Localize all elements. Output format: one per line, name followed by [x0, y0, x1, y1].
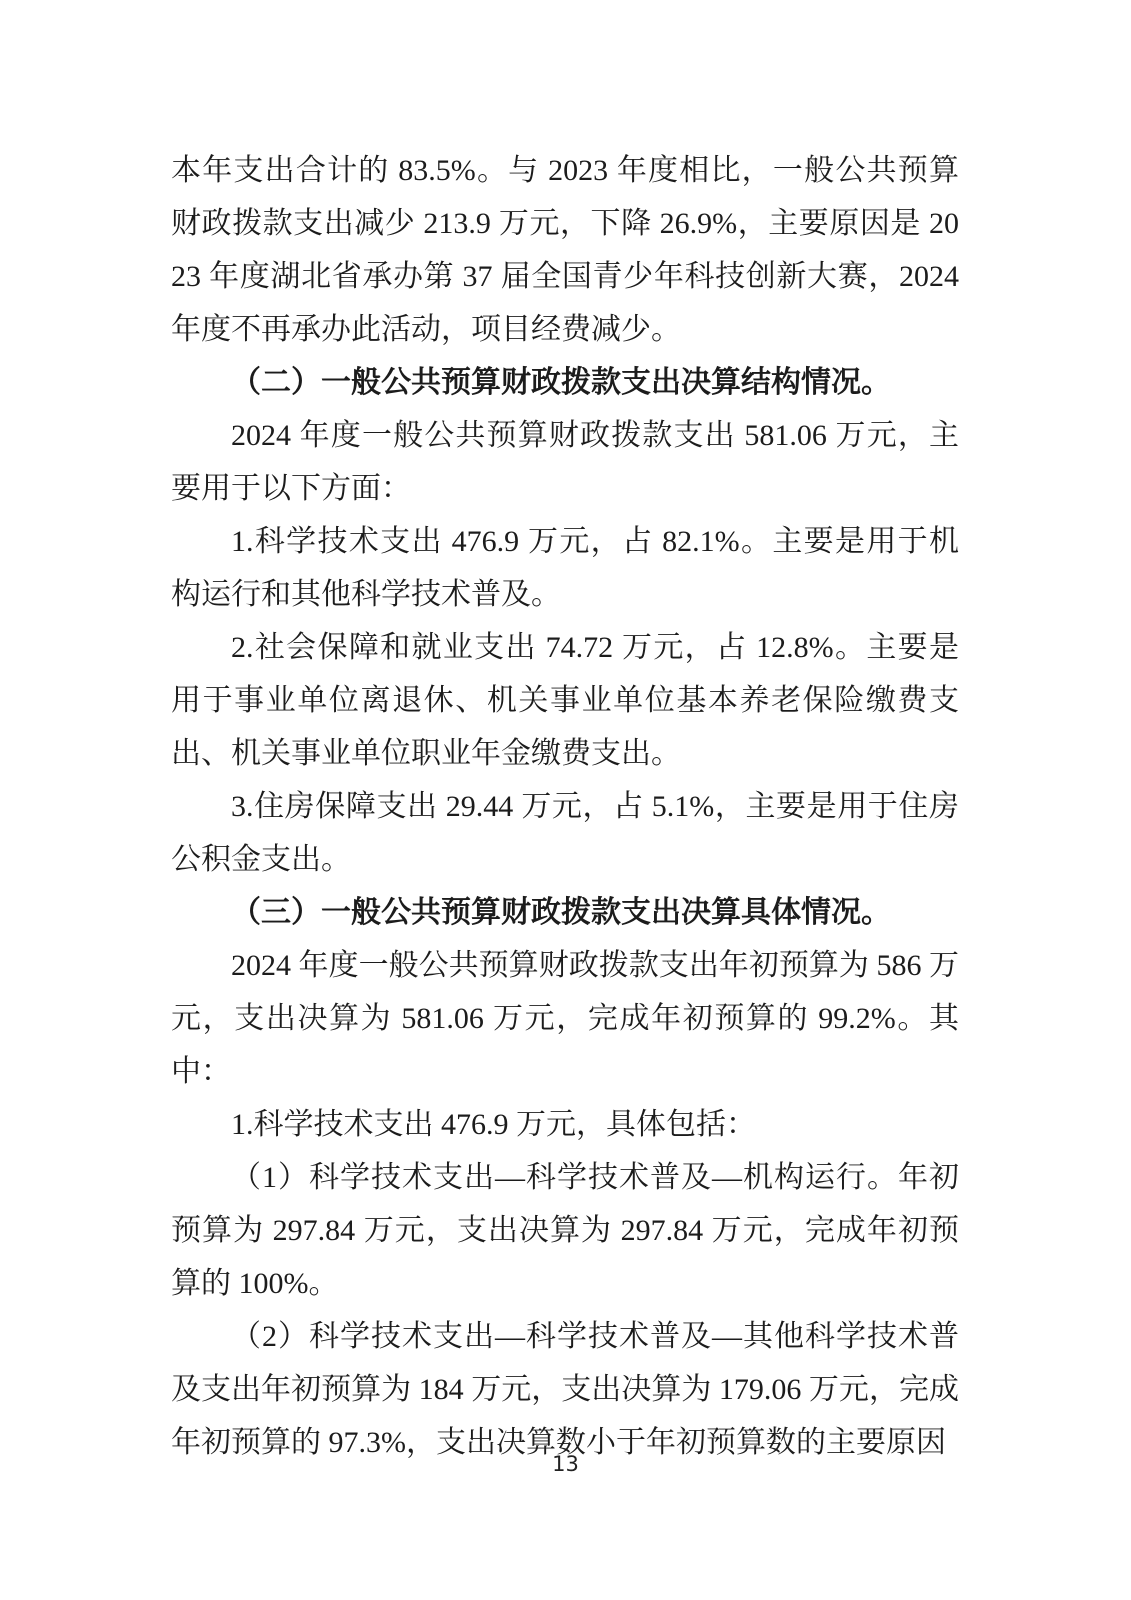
- paragraph-expenditure-structure-intro: 2024 年度一般公共预算财政拨款支出 581.06 万元，主要用于以下方面：: [171, 419, 959, 505]
- paragraph-budget-vs-final: 2024 年度一般公共预算财政拨款支出年初预算为 586 万元，支出决算为 581.06 万元，完成年初预算的 99.2%。其中：: [171, 949, 959, 1088]
- heading-section-2: （二）一般公共预算财政拨款支出决算结构情况。: [231, 366, 891, 399]
- paragraph-detail-1-institution-operation: （1）科学技术支出—科学技术普及—机构运行。年初预算为 297.84 万元，支出决算为 297.84 万元，完成年初预算的 100%。: [171, 1161, 959, 1300]
- paragraph-item-3-housing: 3.住房保障支出 29.44 万元，占 5.1%，主要是用于住房公积金支出。: [171, 790, 959, 876]
- paragraph-expenditure-comparison-continued: 本年支出合计的 83.5%。与 2023 年度相比，一般公共预算财政拨款支出减少 213.9 万元，下降 26.9%，主要原因是 2023 年度湖北省承办第 37 届全国青少年科技创新大赛，2024 年度不再承办此活动，项目经费减少。: [171, 154, 959, 346]
- document-body: [171, 144, 959, 1469]
- paragraph-item-1-science-tech: 1.科学技术支出 476.9 万元，占 82.1%。主要是用于机构运行和其他科学技术普及。: [171, 525, 959, 611]
- page-number: 13: [552, 1452, 579, 1476]
- paragraph-detail-2-other-science-popularization: （2）科学技术支出—科学技术普及—其他科学技术普及支出年初预算为 184 万元，支出决算为 179.06 万元，完成年初预算的 97.3%，支出决算数小于年初预算数的主要原因: [171, 1320, 959, 1459]
- heading-section-3: （三）一般公共预算财政拨款支出决算具体情况。: [231, 896, 891, 929]
- paragraph-science-tech-detail-intro: 1.科学技术支出 476.9 万元，具体包括：: [231, 1108, 756, 1141]
- paragraph-item-2-social-security: 2.社会保障和就业支出 74.72 万元，占 12.8%。主要是用于事业单位离退休、机关事业单位基本养老保险缴费支出、机关事业单位职业年金缴费支出。: [171, 631, 959, 770]
